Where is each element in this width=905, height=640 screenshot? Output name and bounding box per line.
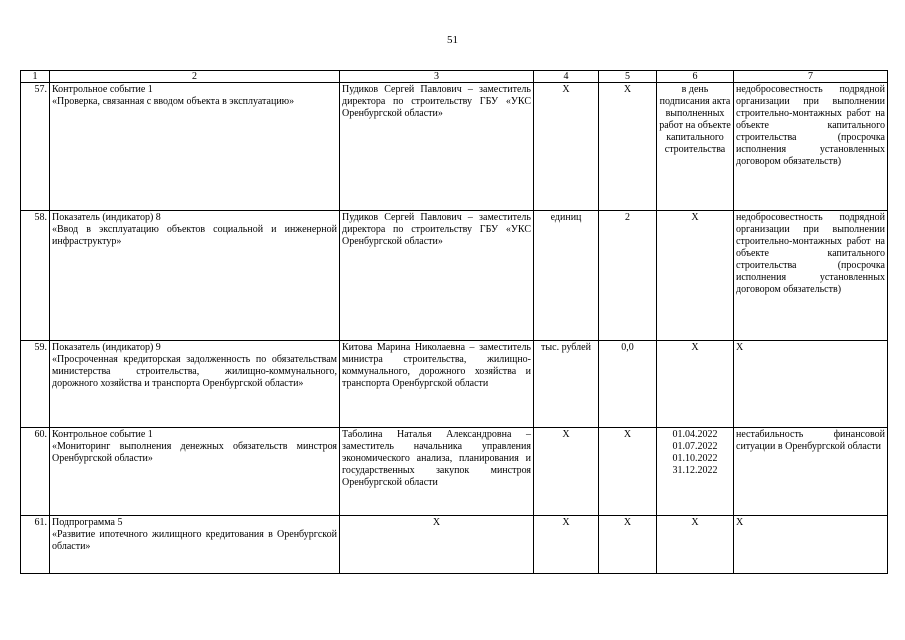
table-row [21, 341, 888, 428]
table-row [21, 516, 888, 574]
unit-cell: X [534, 428, 599, 516]
unit-cell: X [534, 83, 599, 211]
responsible-cell: Китова Марина Николаевна – заместитель министра строительства, жилищно-коммунального, дорожного хозяйства и транспорта Оренбургской области [340, 341, 534, 428]
deadline-item: X [691, 212, 699, 223]
deadline-item: в день подписания акта выполненных работ на объекте капитального строительства [659, 84, 731, 155]
deadline-item: 01.07.2022 [672, 441, 718, 452]
deadline-cell [657, 83, 734, 211]
row-number: 60. [21, 428, 50, 516]
table-row [21, 83, 888, 211]
event-title: Контрольное событие 1 [52, 84, 153, 95]
risk-cell: недобросовестность подрядной организации при выполнении строительно-монтажных работ на объекте капитального строительства (просрочка исполнения установленных договором обязательств) [734, 211, 888, 341]
event-title: Показатель (индикатор) 8 [52, 212, 161, 223]
column-header: 3 [340, 71, 534, 83]
value-cell: 0,0 [599, 341, 657, 428]
plan-table [20, 70, 888, 574]
deadline-cell [657, 428, 734, 516]
responsible-cell: Пудиков Сергей Павлович – заместитель директора по строительству ГБУ «УКС Оренбургской области» [340, 211, 534, 341]
event-cell [50, 211, 340, 341]
value-cell: 2 [599, 211, 657, 341]
column-header: 7 [734, 71, 888, 83]
deadline-item: 01.10.2022 [672, 453, 718, 464]
deadline-cell [657, 211, 734, 341]
responsible-cell: Пудиков Сергей Павлович – заместитель директора по строительству ГБУ «УКС Оренбургской области» [340, 83, 534, 211]
table-row [21, 211, 888, 341]
event-description: «Ввод в эксплуатацию объектов социальной и инженерной инфраструктур» [52, 224, 337, 247]
event-description: «Просроченная кредиторская задолженность по обязательствам министерства строительства, жилищно-коммунального, дорожного хозяйства и транспорта Оренбургской области» [52, 354, 337, 389]
event-title: Контрольное событие 1 [52, 429, 153, 440]
header-row [21, 71, 888, 83]
row-number: 57. [21, 83, 50, 211]
event-cell [50, 341, 340, 428]
event-title: Показатель (индикатор) 9 [52, 342, 161, 353]
event-description: «Мониторинг выполнения денежных обязательств минстроя Оренбургской области» [52, 441, 337, 464]
row-number: 61. [21, 516, 50, 574]
event-cell [50, 83, 340, 211]
unit-cell: тыс. рублей [534, 341, 599, 428]
deadline-cell [657, 341, 734, 428]
deadline-item: X [691, 517, 699, 528]
value-cell: X [599, 428, 657, 516]
event-cell [50, 428, 340, 516]
unit-cell: единиц [534, 211, 599, 341]
column-header: 5 [599, 71, 657, 83]
deadline-item: X [691, 342, 699, 353]
value-cell: X [599, 83, 657, 211]
responsible-cell: Таболина Наталья Александровна – заместитель начальника управления экономического анализа, планирования и государственных закупок минстроя Оренбургской области [340, 428, 534, 516]
column-header: 1 [21, 71, 50, 83]
unit-cell: X [534, 516, 599, 574]
risk-cell: недобросовестность подрядной организации при выполнении строительно-монтажных работ на объекте капитального строительства (просрочка исполнения установленных договором обязательств) [734, 83, 888, 211]
risk-cell: X [734, 341, 888, 428]
column-header: 2 [50, 71, 340, 83]
column-header: 6 [657, 71, 734, 83]
deadline-item: 01.04.2022 [672, 429, 718, 440]
event-description: «Развитие ипотечного жилищного кредитования в Оренбургской области» [52, 529, 337, 552]
risk-cell: X [734, 516, 888, 574]
row-number: 58. [21, 211, 50, 341]
responsible-cell: X [340, 516, 534, 574]
event-title: Подпрограмма 5 [52, 517, 123, 528]
table-row [21, 428, 888, 516]
row-number: 59. [21, 341, 50, 428]
event-description: «Проверка, связанная с вводом объекта в эксплуатацию» [52, 96, 295, 107]
event-cell [50, 516, 340, 574]
deadline-item: 31.12.2022 [672, 465, 718, 476]
value-cell: X [599, 516, 657, 574]
column-header: 4 [534, 71, 599, 83]
risk-cell: нестабильность финансовой ситуации в Оренбургской области [734, 428, 888, 516]
page-number: 51 [447, 34, 458, 46]
deadline-cell [657, 516, 734, 574]
